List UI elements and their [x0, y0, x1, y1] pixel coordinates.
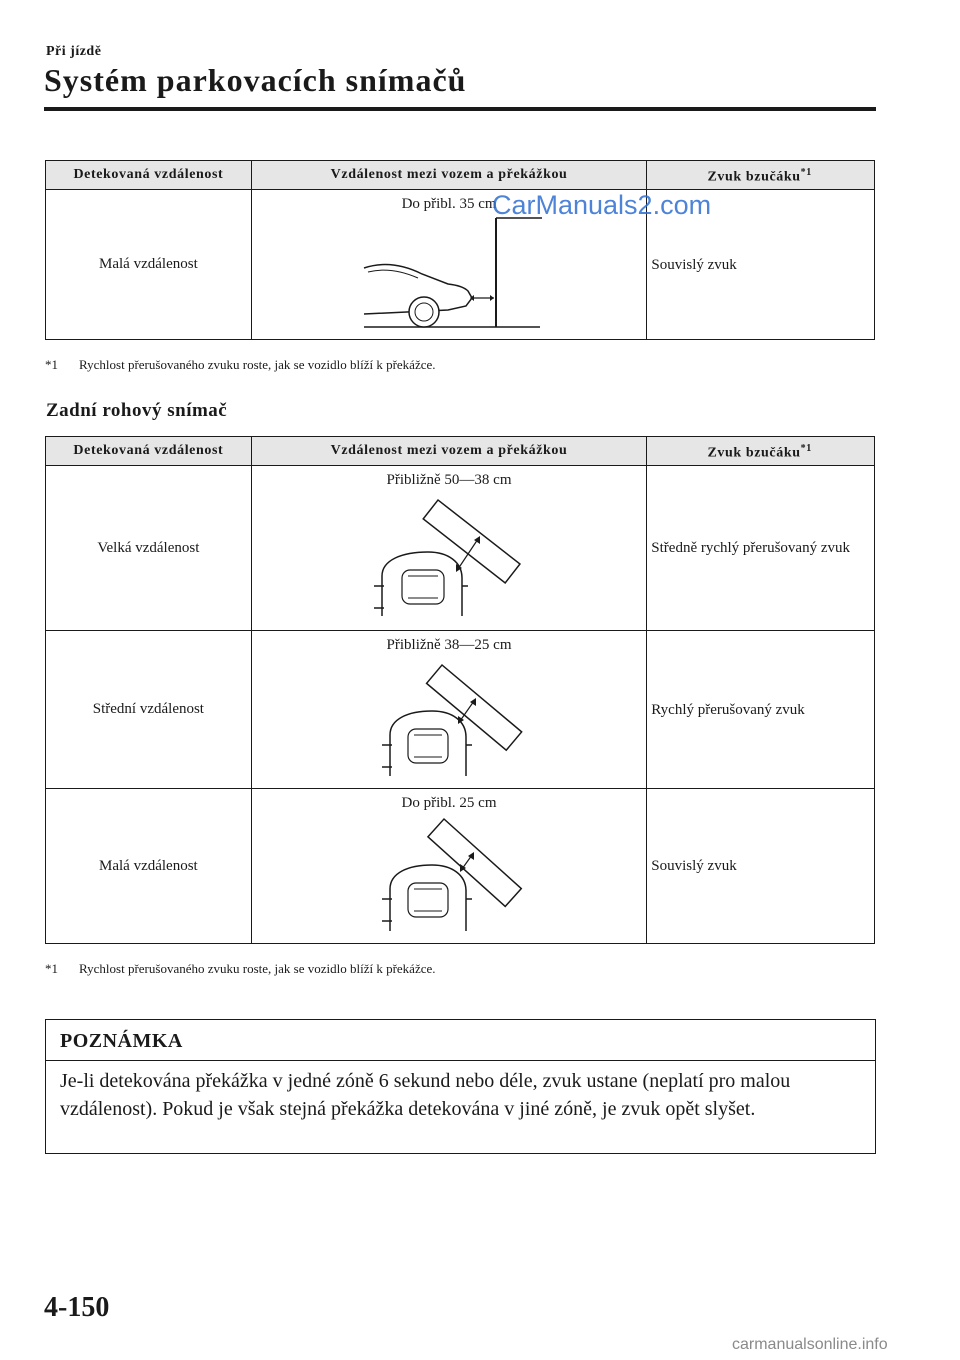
column-header-buzzer: [647, 161, 875, 190]
footnote-text: Rychlost přerušovaného zvuku roste, jak se vozidlo blíží k překážce.: [79, 961, 436, 976]
footnote-ref: *1: [800, 442, 812, 454]
distance-cell: [251, 631, 647, 789]
column-header-detected: Detekovaná vzdálenost: [46, 437, 252, 466]
column-header-distance: Vzdálenost mezi vozem a překážkou: [251, 437, 647, 466]
buzzer-header-text: Zvuk bzučáku: [707, 445, 801, 461]
buzzer-cell: Středně rychlý přerušovaný zvuk: [647, 466, 875, 631]
table-header-row: [46, 161, 875, 190]
column-header-buzzer: [647, 437, 875, 466]
watermark: CarManuals2.com: [492, 190, 712, 220]
footnote-mark: *1: [45, 961, 58, 976]
corner-sensor-illustration: [252, 789, 654, 944]
page-number: 4-150: [44, 1292, 110, 1323]
corner-sensor-table: [45, 436, 875, 944]
buzzer-cell: Souvislý zvuk: [647, 789, 875, 944]
footnote-mark: *1: [45, 357, 58, 372]
table-row: [46, 190, 875, 340]
detected-cell: Malá vzdálenost: [46, 190, 252, 340]
page-title: Systém parkovacích snímačů: [44, 62, 467, 98]
footnote-ref: *1: [800, 166, 812, 178]
distance-label: Do přibl. 35 cm: [401, 196, 497, 212]
corner-sensor-illustration: [252, 631, 654, 789]
table-header-row: [46, 437, 875, 466]
footnote: [45, 961, 436, 977]
detected-cell: Malá vzdálenost: [46, 789, 252, 944]
note-box: [45, 1019, 876, 1154]
distance-label: Přibližně 38—25 cm: [386, 637, 512, 653]
watermark: carmanualsonline.info: [732, 1336, 888, 1353]
rear-sensor-table: [45, 160, 875, 340]
note-title: POZNÁMKA: [46, 1020, 875, 1061]
section-heading: Zadní rohový snímač: [46, 400, 228, 421]
distance-label: Přibližně 50—38 cm: [386, 472, 512, 488]
breadcrumb: Při jízdě: [46, 44, 102, 59]
distance-cell: [251, 789, 647, 944]
buzzer-header-text: Zvuk bzučáku: [707, 169, 801, 185]
corner-sensor-illustration: [252, 466, 654, 631]
distance-label: Do přibl. 25 cm: [401, 795, 497, 811]
table-row: [46, 631, 875, 789]
footnote-text: Rychlost přerušovaného zvuku roste, jak se vozidlo blíží k překážce.: [79, 357, 436, 372]
column-header-distance: Vzdálenost mezi vozem a překážkou: [251, 161, 647, 190]
footnote: [45, 357, 436, 373]
table-row: [46, 789, 875, 944]
buzzer-cell: Souvislý zvuk: [647, 190, 875, 340]
table-row: [46, 466, 875, 631]
column-header-detected: Detekovaná vzdálenost: [46, 161, 252, 190]
detected-cell: Střední vzdálenost: [46, 631, 252, 789]
buzzer-cell: Rychlý přerušovaný zvuk: [647, 631, 875, 789]
title-divider: [44, 107, 876, 111]
note-text: Je-li detekována překážka v jedné zóně 6 sekund nebo déle, zvuk ustane (neplatí pro malou vzdálenost). Pokud je však stejná překážka detekována v jiné zóně, je zvuk opět slyšet.: [60, 1070, 791, 1120]
detected-cell: Velká vzdálenost: [46, 466, 252, 631]
distance-cell: [251, 466, 647, 631]
